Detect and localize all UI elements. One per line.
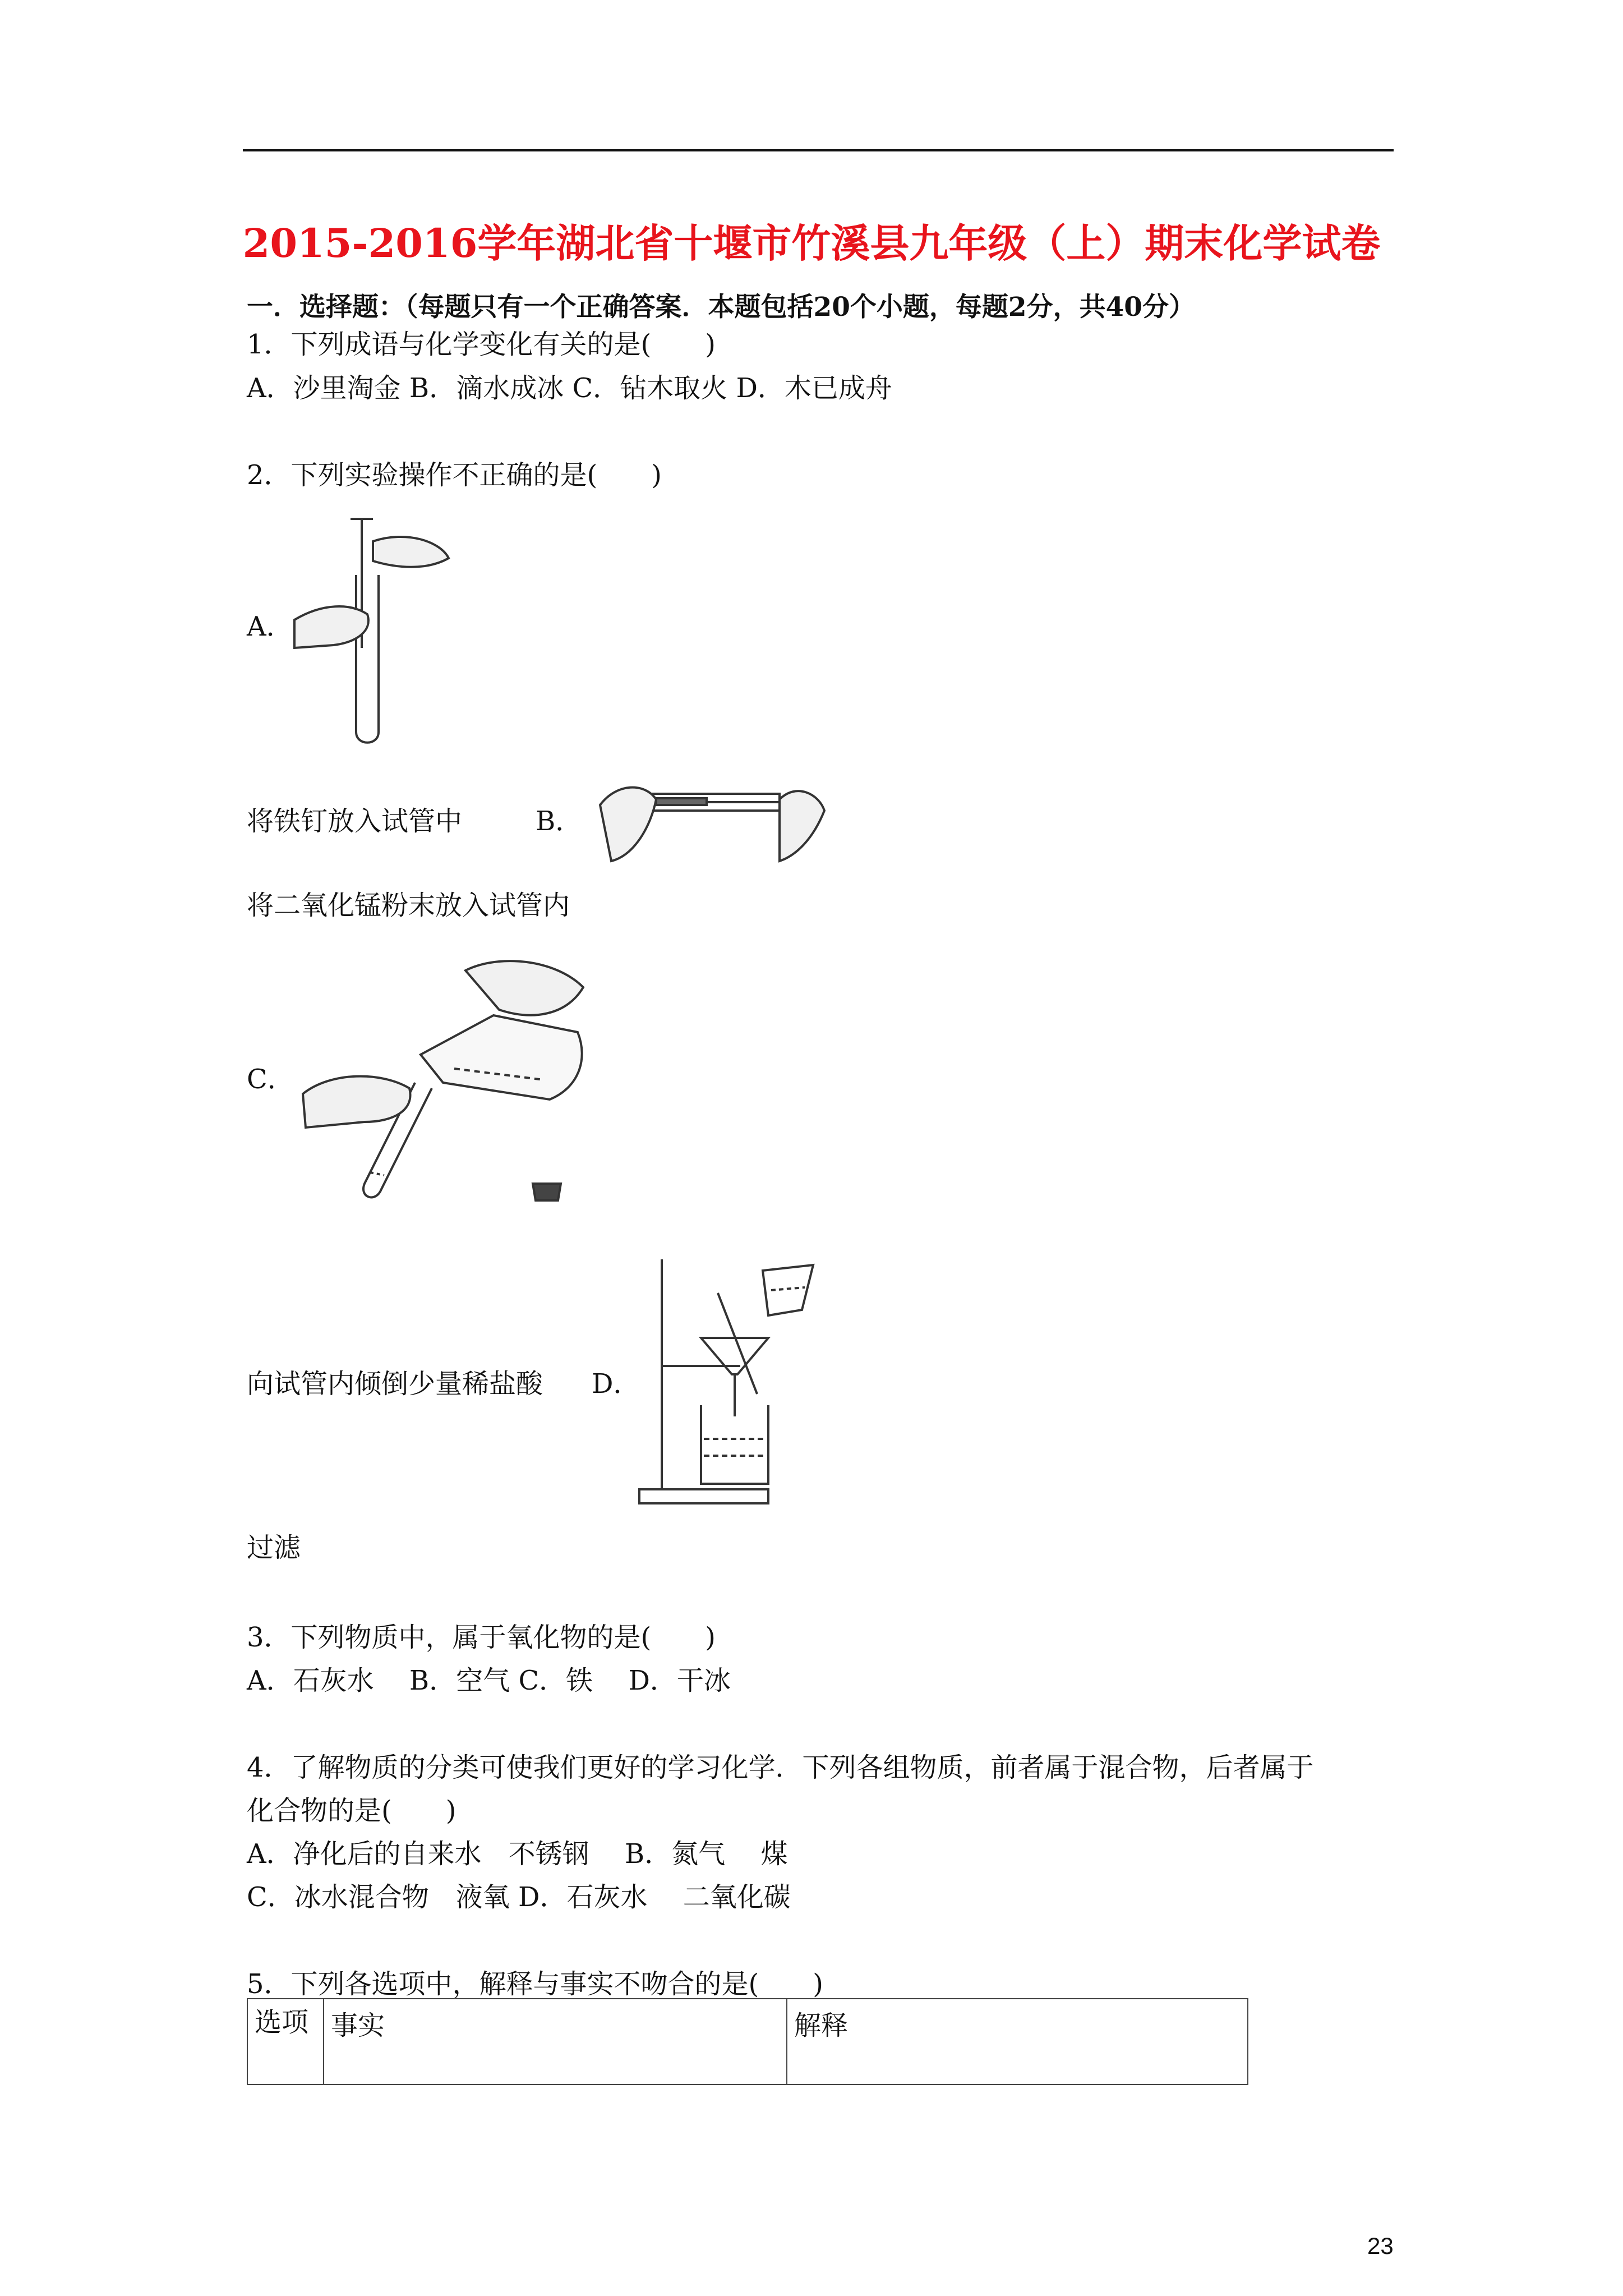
option-d-label: D． [592, 1368, 640, 1400]
table-header-fact: 事实 [324, 1999, 787, 2085]
figure-dropper-into-test-tube [289, 508, 457, 749]
question-4-options-line2: C．冰水混合物 液氧 D．石灰水 二氧化碳 [247, 1881, 791, 1913]
option-c-caption: 向试管内倾倒少量稀盐酸 [247, 1368, 543, 1400]
table-header-row [247, 1999, 1248, 2085]
page-number: 23 [1367, 2233, 1394, 2259]
header-rule [243, 149, 1394, 151]
question-5-stem: 5．下列各选项中，解释与事实不吻合的是( ) [247, 1968, 823, 2000]
question-1-stem: 1．下列成语与化学变化有关的是( ) [247, 329, 716, 360]
option-b-caption: 将二氧化锰粉末放入试管内 [247, 890, 570, 921]
option-a-label: A． [247, 611, 293, 642]
question-3-options: A．石灰水 B．空气 C．铁 D．干冰 [247, 1665, 731, 1696]
figure-powder-into-tilted-tube [594, 760, 830, 867]
section-heading: 一．选择题：（每题只有一个正确答案．本题包括20个小题，每题2分，共40分） [247, 292, 1196, 323]
option-a-caption: 将铁钉放入试管中 [247, 806, 463, 837]
table-header-option: 选项 [247, 1999, 324, 2085]
table-header-explanation: 解释 [787, 1999, 1248, 2085]
question-4-stem-line1: 4．了解物质的分类可使我们更好的学习化学．下列各组物质，前者属于混合物，后者属于 [247, 1752, 1314, 1783]
question-1-options: A．沙里淘金 B．滴水成冰 C．钻木取火 D．木已成舟 [247, 372, 892, 404]
figure-filtration-setup [634, 1248, 824, 1512]
option-d-caption: 过滤 [247, 1532, 301, 1563]
question-2-stem: 2．下列实验操作不正确的是( ) [247, 459, 662, 491]
question-4-options-line1: A．净化后的自来水 不锈钢 B．氮气 煤 [247, 1838, 788, 1870]
question-5-table [247, 1998, 1248, 2085]
page-title: 2015-2016学年湖北省十堰市竹溪县九年级（上）期末化学试卷 [242, 220, 1381, 266]
option-c-label: C． [247, 1064, 294, 1095]
question-3-stem: 3．下列物质中，属于氧化物的是( ) [247, 1622, 716, 1653]
question-4-stem-line2: 化合物的是( ) [247, 1795, 457, 1826]
figure-pouring-liquid-into-tube [297, 948, 594, 1212]
option-b-label: B． [536, 806, 583, 837]
